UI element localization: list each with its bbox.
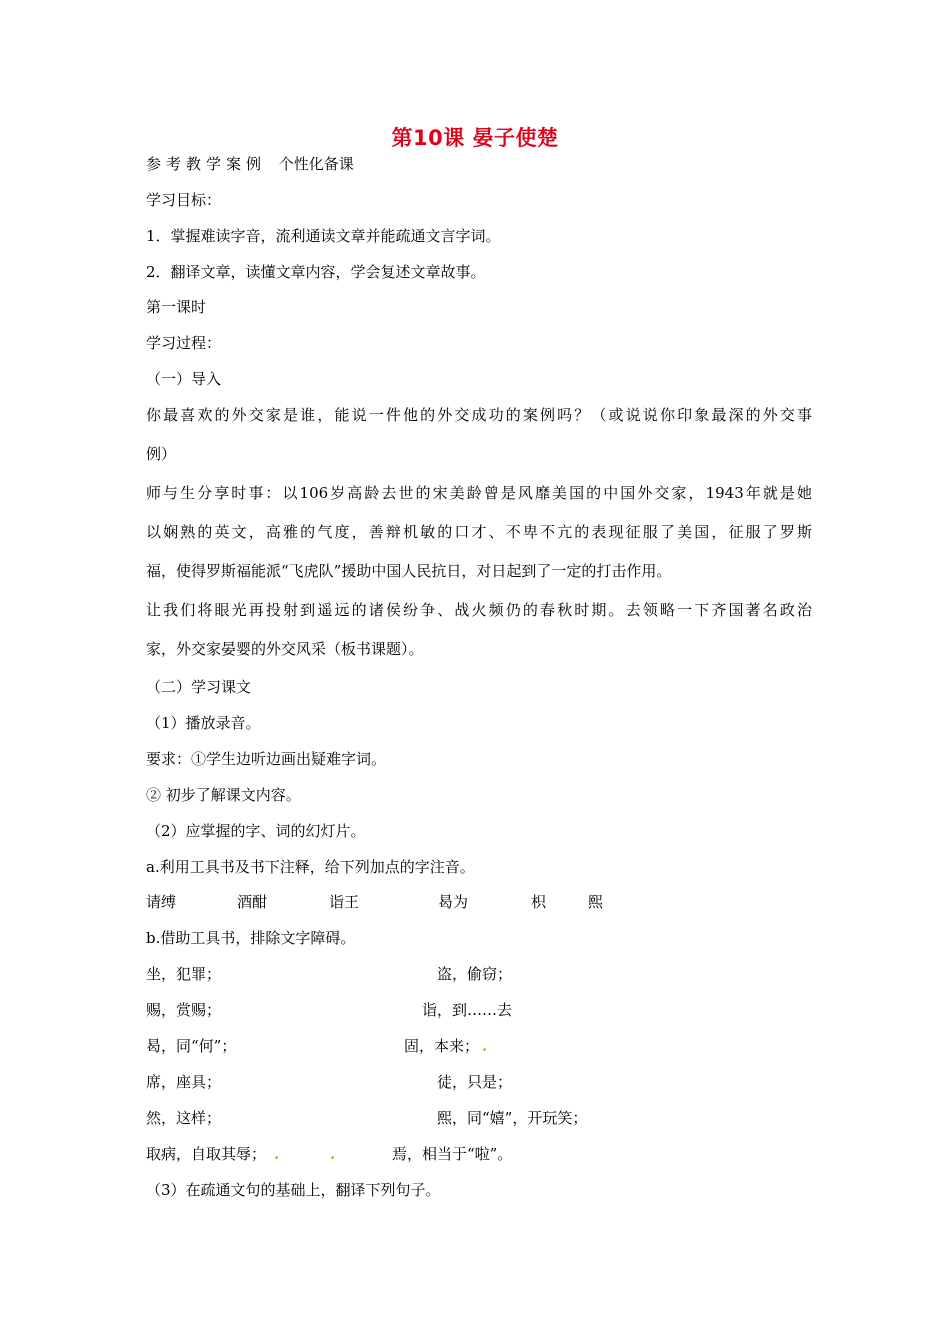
- glossary-left: 然，这样；: [146, 1109, 222, 1127]
- emphasis-dot: .: [482, 1037, 488, 1055]
- glossary-right: 焉，相当于“啦”。: [392, 1145, 513, 1163]
- glossary-left: 曷，同“何”；: [146, 1037, 237, 1055]
- glossary-left: 取病，自取其辱；: [146, 1145, 267, 1163]
- glossary-row: [146, 1108, 812, 1128]
- b-task: b.借助工具书，排除文字障碍。: [146, 929, 356, 947]
- glossary-row: [146, 1072, 812, 1092]
- glossary-row: [146, 1000, 812, 1020]
- intro-line-1: 让我们将眼光再投射到遥远的诸侯纷争、战火频仍的春秋时期。去领略一下齐国著名政治: [146, 601, 812, 619]
- glossary-row: [146, 1144, 812, 1164]
- emphasis-dot: .: [274, 1145, 280, 1163]
- objective-item-2: 2．翻译文章，读懂文章内容，学会复述文章故事。: [146, 263, 486, 281]
- step-1: （1）播放录音。: [146, 714, 261, 732]
- step-3: （3）在疏通文句的基础上，翻译下列句子。: [146, 1181, 441, 1199]
- word-item: 熙: [588, 893, 604, 911]
- word-item: 诣王: [329, 893, 360, 911]
- section1-heading: （一）导入: [146, 370, 222, 388]
- objective-item-1: 1．掌握难读字音，流利通读文章并能疏通文言字词。: [146, 227, 501, 245]
- share-line-1: 师与生分享时事：以106岁高龄去世的宋美龄曾是风靡美国的中国外交家，1943年就是她: [146, 484, 812, 502]
- glossary-left: 坐，犯罪；: [146, 965, 222, 983]
- glossary-right: 固，本来；: [404, 1037, 480, 1055]
- question-line-2: 例）: [146, 445, 177, 463]
- glossary-row: [146, 1036, 812, 1056]
- word-list: [146, 892, 812, 912]
- glossary-left: 赐，赏赐；: [146, 1001, 222, 1019]
- question-line-1: 你最喜欢的外交家是谁，能说一件他的外交成功的案例吗？（或说说你印象最深的外交事: [146, 406, 812, 424]
- glossary-right: 诣，到……去: [422, 1001, 513, 1019]
- word-item: 酒酣: [237, 893, 268, 911]
- glossary-right: 熙，同“嬉”，开玩笑；: [437, 1109, 588, 1127]
- word-item: 曷为: [438, 893, 469, 911]
- requirement-1: 要求：①学生边听边画出疑难字词。: [146, 750, 387, 768]
- glossary-right: 盗，偷窃；: [437, 965, 513, 983]
- lesson-label: 第一课时: [146, 298, 207, 316]
- personal-label: 个性化备课: [278, 155, 354, 173]
- share-line-2: 以娴熟的英文，高雅的气度，善辩机敏的口才、不卑不亢的表现征服了美国，征服了罗斯: [146, 523, 812, 541]
- glossary-row: [146, 964, 812, 984]
- share-line-3: 福，使得罗斯福能派“飞虎队”援助中国人民抗日，对日起到了一定的打击作用。: [146, 562, 672, 580]
- reference-label: 参考教学案例: [146, 155, 267, 173]
- section2-heading: （二）学习课文: [146, 678, 252, 696]
- a-task: a.利用工具书及书下注释，给下列加点的字注音。: [146, 858, 475, 876]
- process-heading: 学习过程：: [146, 334, 222, 352]
- emphasis-dot: .: [330, 1145, 336, 1163]
- subtitle-row: [146, 154, 812, 174]
- step-2: （2）应掌握的字、词的幻灯片。: [146, 822, 366, 840]
- glossary-right: 徒，只是；: [437, 1073, 513, 1091]
- objectives-heading: 学习目标：: [146, 191, 222, 209]
- intro-line-2: 家，外交家晏婴的外交风采（板书课题）。: [146, 640, 424, 658]
- requirement-2: ② 初步了解课文内容。: [146, 786, 301, 804]
- page-title: 第10课 晏子使楚: [391, 126, 559, 150]
- word-item: 请缚: [146, 893, 177, 911]
- glossary-left: 席，座具；: [146, 1073, 222, 1091]
- word-item: 枳: [531, 893, 547, 911]
